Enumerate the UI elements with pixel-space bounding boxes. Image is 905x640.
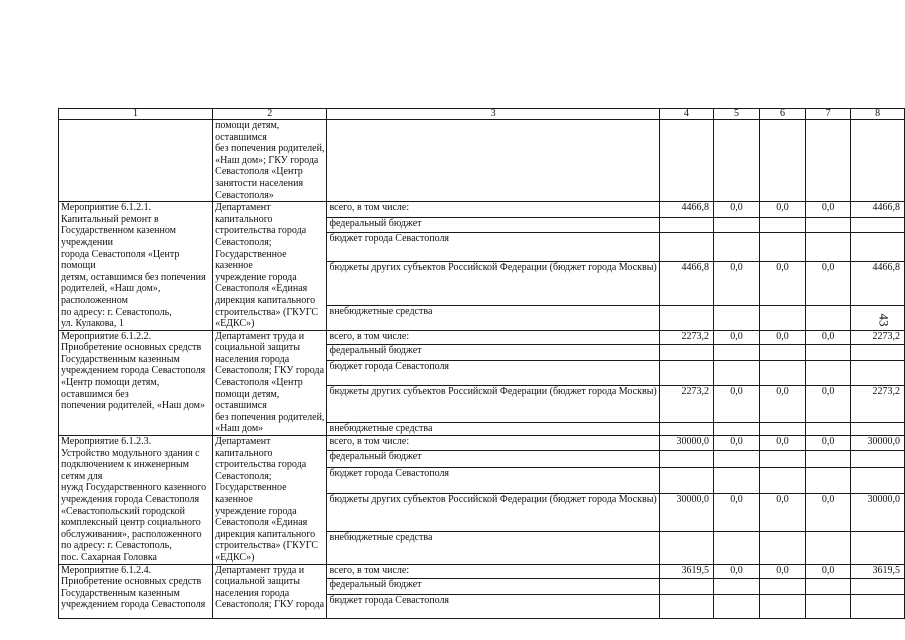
budget-table (58, 108, 905, 619)
table-row (59, 330, 905, 344)
activity-title: Мероприятие 6.1.2.4. Приобретение основных средств Государственным казенным учреждением города Севастополя (59, 564, 213, 618)
value-cell: 0,0 (805, 202, 850, 217)
executor-cell: помощи детям, оставшимся без попечения родителей, «Наш дом»; ГКУ города Севастополя «Центр занятости населения Севастополя» (213, 120, 327, 202)
value-cell: 0,0 (713, 202, 759, 217)
value-cell: 30000,0 (851, 436, 905, 451)
funding-source-total: всего, в том числе: (327, 202, 659, 217)
funding-source-city: бюджет города Севастополя (327, 468, 659, 494)
continuation-row (59, 120, 905, 202)
activity-title: Мероприятие 6.1.2.3. Устройство модульного здания с подключением к инженерным сетям для нужд Государственного казенного учреждения города Севастополя «Севастопольский городской комплексный центр социального обслуживания», расположенного по адресу: г. Севастополь, пос. Сахарная Головка (59, 436, 213, 565)
value-cell: 2273,2 (659, 386, 713, 423)
value-cell: 30000,0 (659, 436, 713, 451)
value-cell: 0,0 (759, 202, 805, 217)
funding-source-other: бюджеты других субъектов Российской Федерации (бюджет города Москвы) (327, 386, 659, 423)
value-cell: 2273,2 (851, 386, 905, 423)
page-number: 43 (876, 313, 892, 327)
activity-executor: Департамент капитального строительства города Севастополя; Государственное казенное учреждение города Севастополя «Единая дирекция капитального строительства» (ГКУГС «ЕДКС») (213, 436, 327, 565)
value-cell (851, 120, 905, 202)
value-cell: 4466,8 (851, 202, 905, 217)
value-cell: 30000,0 (851, 493, 905, 532)
funding-source-other: бюджеты других субъектов Российской Федерации (бюджет города Москвы) (327, 262, 659, 306)
header-cell: 5 (713, 109, 759, 120)
activity-title: Мероприятие 6.1.2.2. Приобретение основных средств Государственным казенным учреждением города Севастополя «Центр помощи детям, оставшимся без попечения родителей, «Наш дом» (59, 330, 213, 435)
value-cell (659, 120, 713, 202)
activity-executor: Департамент капитального строительства города Севастополя; Государственное казенное учреждение города Севастополя «Единая дирекция капитального строительства» (ГКУГС «ЕДКС») (213, 202, 327, 331)
value-cell: 0,0 (759, 262, 805, 306)
value-cell: 0,0 (759, 493, 805, 532)
value-cell: 0,0 (759, 436, 805, 451)
funding-source-federal: федеральный бюджет (327, 578, 659, 594)
value-cell: 0,0 (805, 330, 850, 344)
value-cell: 0,0 (759, 564, 805, 578)
value-cell: 0,0 (713, 436, 759, 451)
header-cell: 3 (327, 109, 659, 120)
header-cell: 4 (659, 109, 713, 120)
value-cell (713, 120, 759, 202)
source-cell (327, 120, 659, 202)
funding-source-offbudget: внебюджетные средства (327, 532, 659, 564)
value-cell: 4466,8 (659, 202, 713, 217)
funding-source-city: бюджет города Севастополя (327, 594, 659, 618)
value-cell: 0,0 (713, 493, 759, 532)
funding-source-city: бюджет города Севастополя (327, 232, 659, 261)
funding-source-other: бюджеты других субъектов Российской Федерации (бюджет города Москвы) (327, 493, 659, 532)
value-cell: 0,0 (713, 386, 759, 423)
value-cell: 3619,5 (851, 564, 905, 578)
value-cell: 2273,2 (851, 330, 905, 344)
table-row (59, 436, 905, 451)
funding-source-city: бюджет города Севастополя (327, 361, 659, 386)
funding-source-total: всего, в том числе: (327, 564, 659, 578)
value-cell (759, 120, 805, 202)
value-cell: 3619,5 (659, 564, 713, 578)
value-cell: 4466,8 (659, 262, 713, 306)
table-row (59, 564, 905, 578)
value-cell: 0,0 (759, 386, 805, 423)
funding-source-total: всего, в том числе: (327, 330, 659, 344)
value-cell: 0,0 (805, 436, 850, 451)
column-number-row (59, 109, 905, 120)
funding-source-federal: федеральный бюджет (327, 451, 659, 468)
value-cell: 0,0 (805, 493, 850, 532)
funding-source-offbudget: внебюджетные средства (327, 423, 659, 436)
value-cell (805, 120, 850, 202)
funding-source-total: всего, в том числе: (327, 436, 659, 451)
activity-executor: Департамент труда и социальной защиты населения города Севастополя; ГКУ города (213, 564, 327, 618)
value-cell: 0,0 (713, 330, 759, 344)
value-cell: 2273,2 (659, 330, 713, 344)
value-cell: 0,0 (713, 262, 759, 306)
value-cell: 0,0 (805, 386, 850, 423)
header-cell: 2 (213, 109, 327, 120)
value-cell: 0,0 (805, 564, 850, 578)
activity-title: Мероприятие 6.1.2.1. Капитальный ремонт в Государственном казенном учреждении города Севастополя «Центр помощи детям, оставшимся без попечения родителей, «Наш дом», расположенном по адресу: г. Севастополь, ул. Кулакова, 1 (59, 202, 213, 331)
header-cell: 7 (805, 109, 850, 120)
value-cell: 0,0 (759, 330, 805, 344)
value-cell: 4466,8 (851, 262, 905, 306)
header-cell: 6 (759, 109, 805, 120)
header-cell: 8 (851, 109, 905, 120)
value-cell: 0,0 (805, 262, 850, 306)
activity-cell (59, 120, 213, 202)
value-cell: 0,0 (713, 564, 759, 578)
activity-executor: Департамент труда и социальной защиты населения города Севастополя; ГКУ города Севастополя «Центр помощи детям, оставшимся без попечения родителей, «Наш дом» (213, 330, 327, 435)
funding-source-federal: федеральный бюджет (327, 345, 659, 361)
table-row (59, 202, 905, 217)
header-cell: 1 (59, 109, 213, 120)
value-cell: 30000,0 (659, 493, 713, 532)
funding-source-federal: федеральный бюджет (327, 217, 659, 232)
funding-source-offbudget: внебюджетные средства (327, 306, 659, 330)
